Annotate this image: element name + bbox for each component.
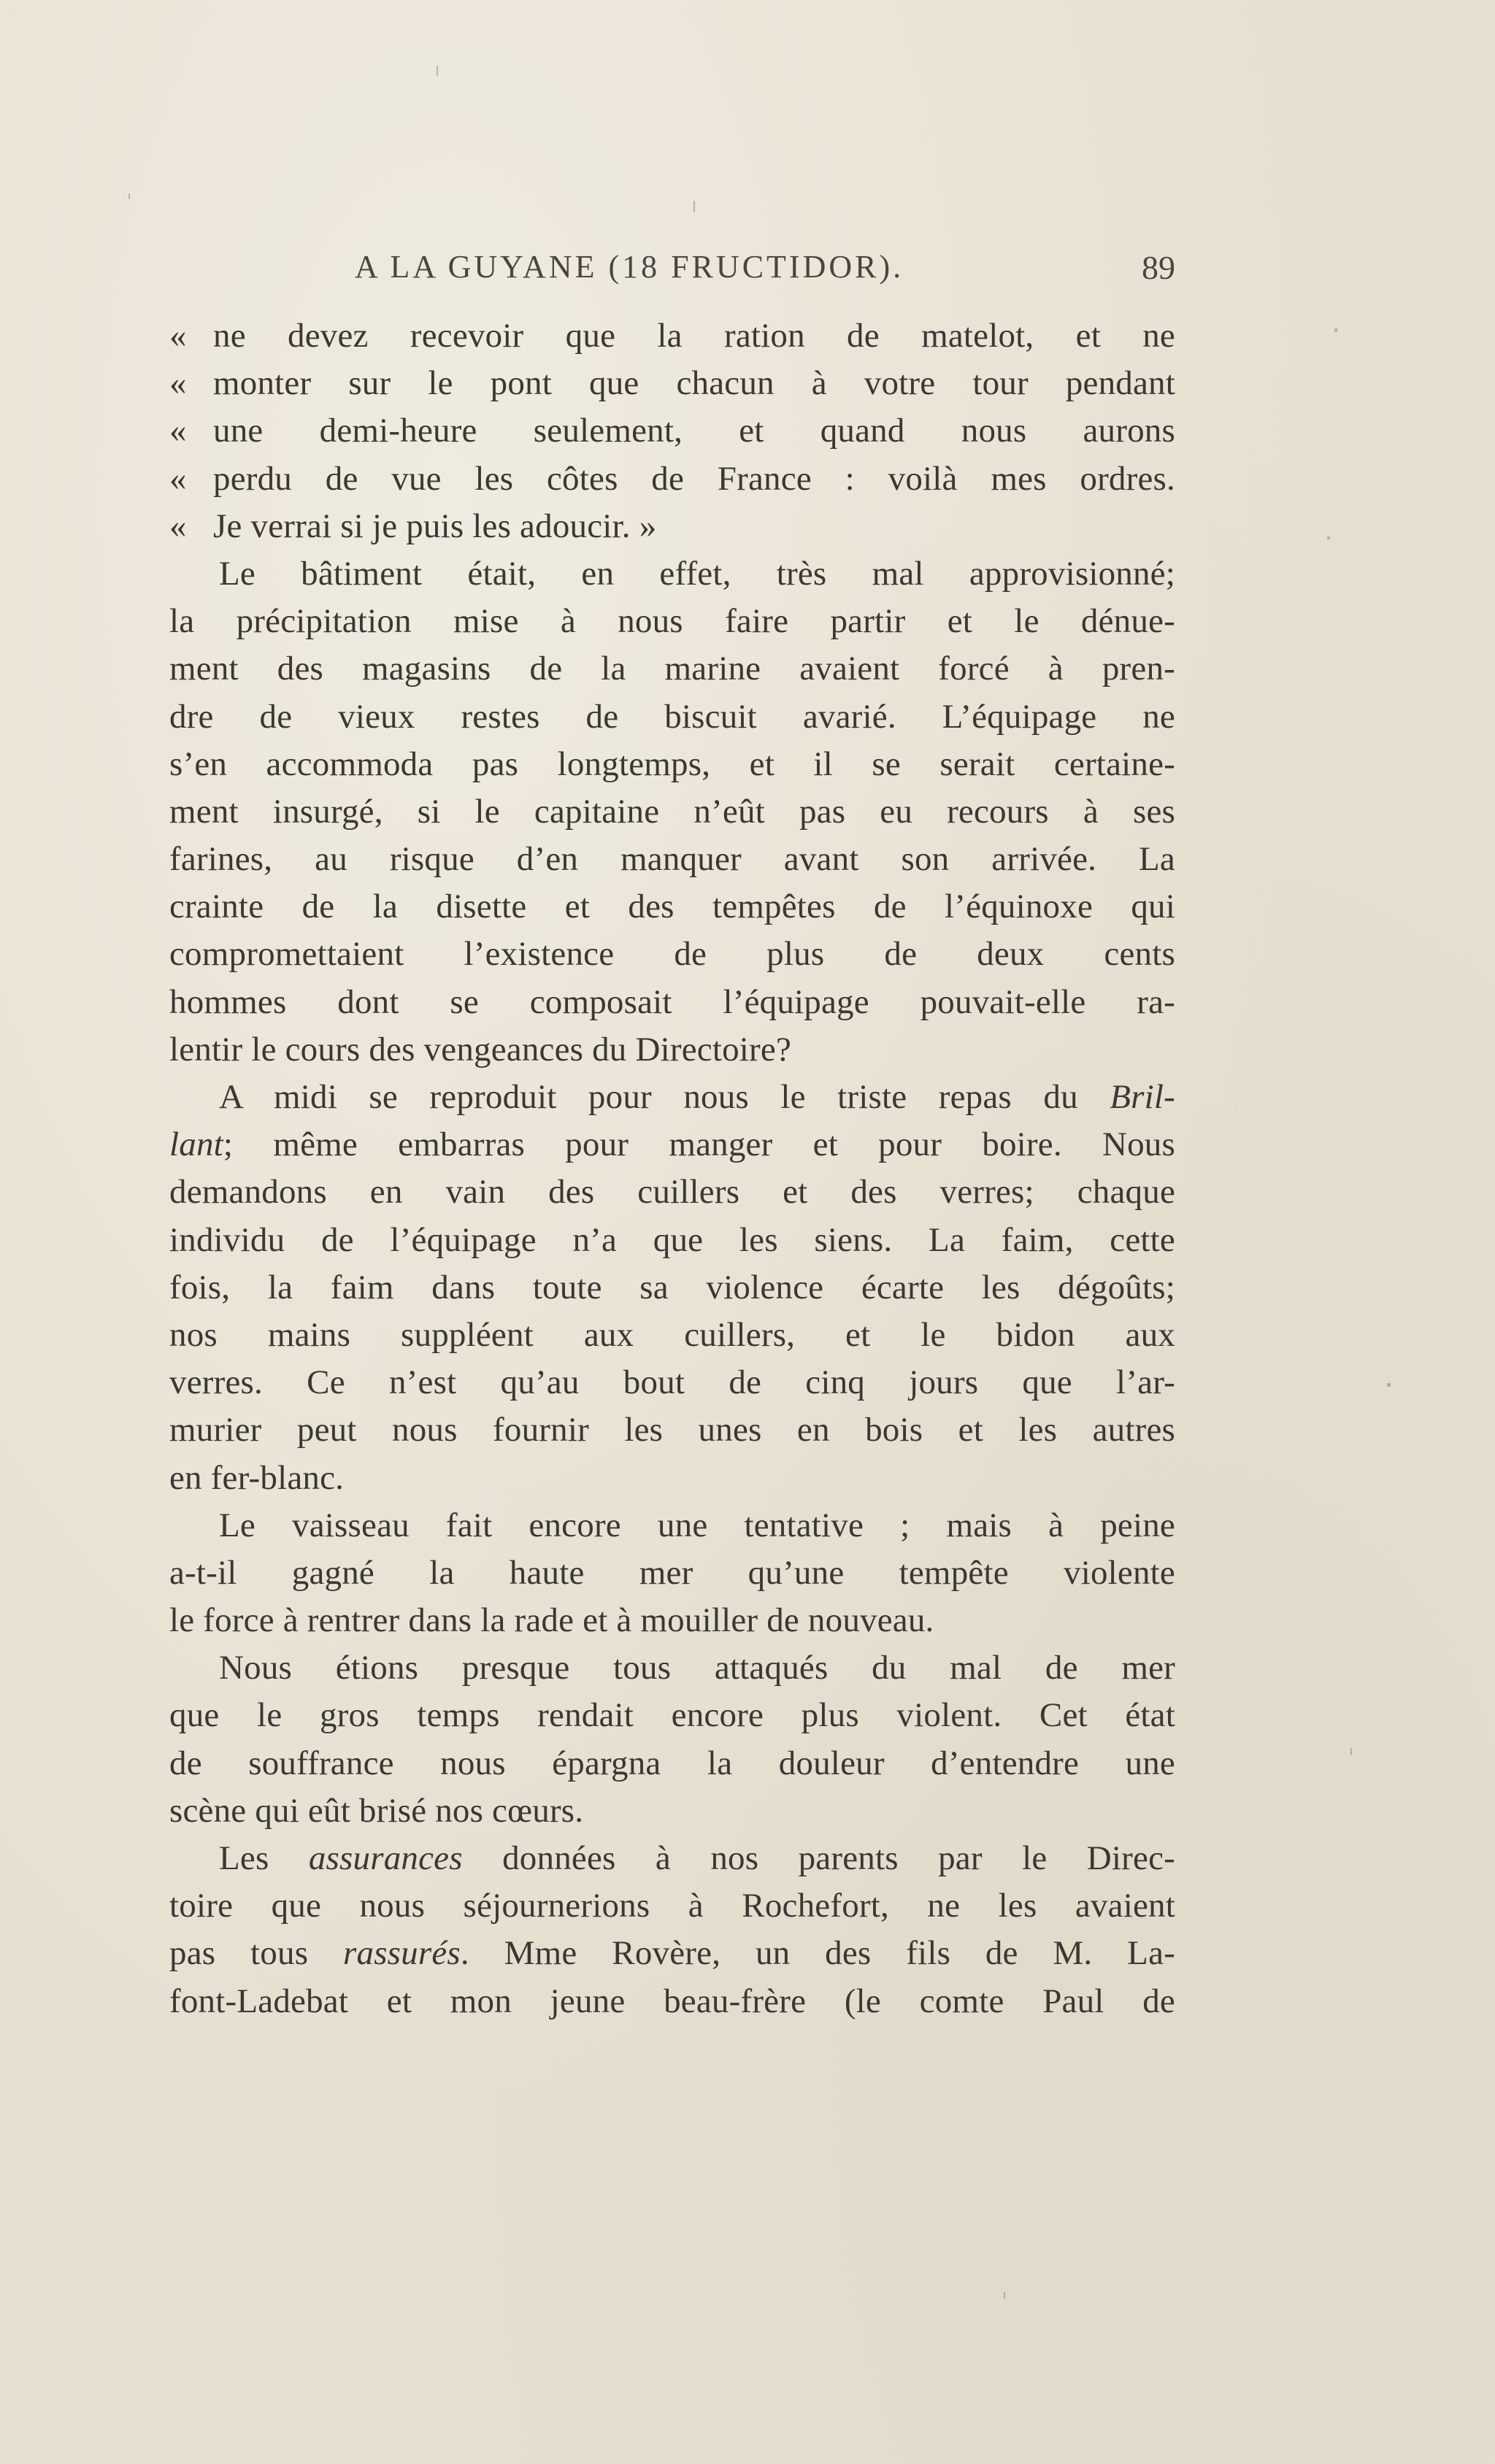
text-line: scène qui eût brisé nos cœurs. [169, 1791, 584, 1830]
text-line: verres. Ce n’est qu’au bout de cinq jours que l’ar- [169, 1363, 1175, 1402]
italic-text: Bril- [1110, 1078, 1175, 1116]
paragraph [169, 550, 1175, 1074]
text-line: hommes dont se composait l’équipage pouvait-elle ra- [169, 982, 1175, 1021]
paragraph [169, 1502, 1175, 1645]
text-line: Nous étions presque tous attaqués du mal de mer [219, 1649, 1175, 1687]
text-line: la précipitation mise à nous faire partir et le dénue- [169, 602, 1175, 641]
text-line: de souffrance nous épargna la douleur d’entendre une [169, 1744, 1175, 1782]
paper-speck [1327, 536, 1330, 539]
paper-speck [128, 193, 130, 199]
text-line: que le gros temps rendait encore plus violent. Cet état [169, 1696, 1175, 1735]
paper-speck [693, 201, 695, 212]
text-line: dre de vieux restes de biscuit avarié. L’équipage ne [169, 697, 1175, 736]
italic-text: rassurés [343, 1934, 461, 1973]
page-number: 89 [1142, 249, 1175, 286]
text-line: fois, la faim dans toute sa violence écarte les dégoûts; [169, 1268, 1175, 1306]
text-line: « une demi-heure seulement, et quand nous aurons [169, 407, 1175, 455]
text-line: « Je verrai si je puis les adoucir. » [169, 503, 1175, 550]
paragraph [169, 1835, 1175, 2025]
running-title: A LA GUYANE (18 FRUCTIDOR). [355, 249, 904, 285]
text-line: s’en accommoda pas longtemps, et il se serait certaine- [169, 744, 1175, 783]
text-line: ment des magasins de la marine avaient forcé à pren- [169, 650, 1175, 688]
text-line: « monter sur le pont que chacun à votre tour pendant [169, 360, 1175, 407]
paper-speck [1350, 1748, 1352, 1755]
guillemet: « [169, 507, 187, 545]
text-line: le force à rentrer dans la rade et à mouiller de nouveau. [169, 1601, 934, 1640]
text-line: Le vaisseau fait encore une tentative ; mais à peine [219, 1506, 1175, 1544]
text-line: « ne devez recevoir que la ration de matelot, et ne [169, 312, 1175, 360]
text-line: a-t-il gagné la haute mer qu’une tempête violente [169, 1553, 1175, 1592]
text-line: nos mains suppléent aux cuillers, et le bidon aux [169, 1315, 1175, 1354]
text-line: A midi se reproduit pour nous le triste repas du Bril- [219, 1078, 1175, 1116]
text-line: lant; même embarras pour manger et pour boire. Nous [169, 1125, 1175, 1164]
body-text [169, 312, 1175, 2025]
paper-speck [1387, 1383, 1391, 1387]
paper-speck [437, 66, 438, 76]
text-line: individu de l’équipage n’a que les siens. La faim, cette [169, 1220, 1175, 1259]
paragraph [169, 312, 1175, 550]
italic-text: lant [169, 1125, 223, 1164]
text-line: « perdu de vue les côtes de France : voilà mes ordres. [169, 455, 1175, 503]
text-line: demandons en vain des cuillers et des verres; chaque [169, 1173, 1175, 1212]
guillemet: « [169, 459, 187, 498]
text-line: lentir le cours des vengeances du Directoire? [169, 1030, 792, 1069]
guillemet: « [169, 364, 187, 403]
paragraph [169, 1644, 1175, 1835]
paper-speck [1004, 2292, 1005, 2299]
text-line: pas tous rassurés. Mme Rovère, un des fils de M. La- [169, 1934, 1175, 1973]
text-line: murier peut nous fournir les unes en bois et les autres [169, 1411, 1175, 1449]
text-line: font-Ladebat et mon jeune beau-frère (le comte Paul de [169, 1982, 1175, 2020]
paragraph [169, 1074, 1175, 1502]
text-line: Le bâtiment était, en effet, très mal approvisionné; [219, 554, 1175, 593]
book-page [169, 241, 1175, 2025]
text-line: ment insurgé, si le capitaine n’eût pas eu recours à ses [169, 792, 1175, 831]
text-line: toire que nous séjournerions à Rochefort, ne les avaient [169, 1887, 1175, 1925]
running-head [169, 241, 1175, 292]
text-line: en fer-blanc. [169, 1458, 345, 1497]
text-line: crainte de la disette et des tempêtes de l’équinoxe qui [169, 888, 1175, 926]
paper-speck [1334, 328, 1337, 332]
text-line: compromettaient l’existence de plus de deux cents [169, 935, 1175, 974]
guillemet: « [169, 412, 187, 450]
guillemet: « [169, 317, 187, 355]
text-line: Les assurances données à nos parents par le Direc- [219, 1839, 1175, 1877]
text-line: farines, au risque d’en manquer avant son arrivée. La [169, 840, 1175, 879]
italic-text: assurances [308, 1839, 463, 1877]
